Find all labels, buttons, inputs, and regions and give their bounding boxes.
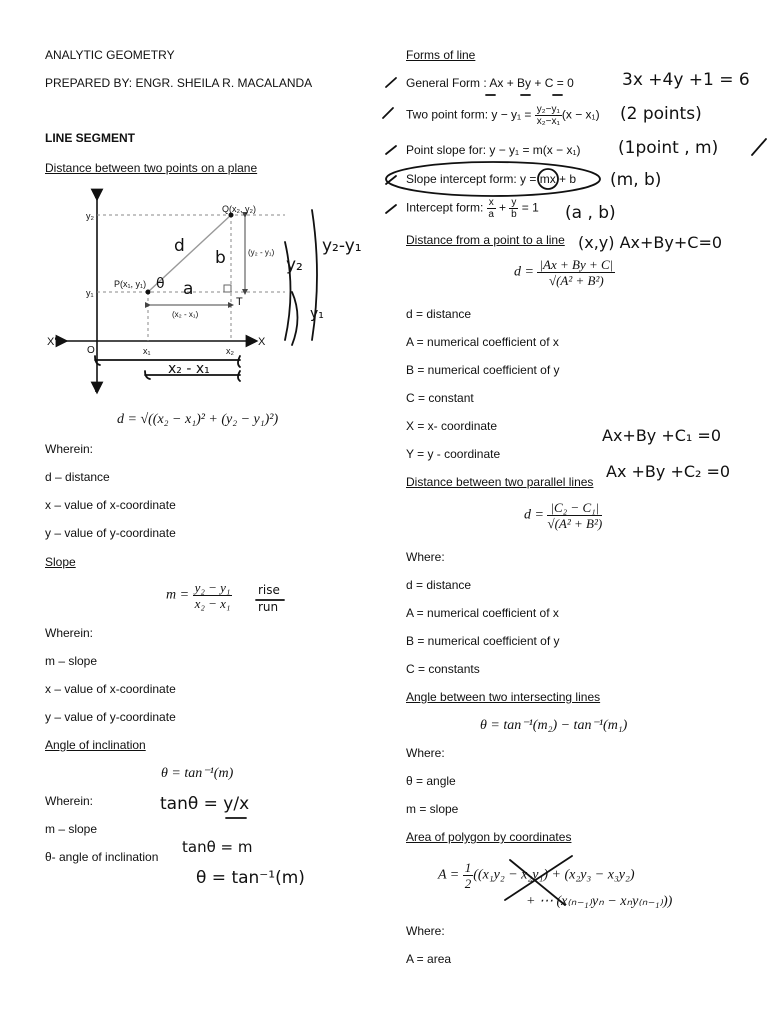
def-m: m – slope bbox=[45, 822, 98, 836]
hw-point-line: (x,y) Ax+By+C=0 bbox=[578, 233, 723, 252]
hw-a-b: (a , b) bbox=[565, 203, 616, 223]
document-title: ANALYTIC GEOMETRY bbox=[45, 48, 175, 62]
where-label: Where: bbox=[406, 550, 445, 564]
def-x: x – value of x-coordinate bbox=[45, 498, 176, 512]
area-heading: Area of polygon by coordinates bbox=[406, 830, 572, 844]
def-theta: θ- angle of inclination bbox=[45, 850, 159, 864]
slope-intercept-form: Slope intercept form: y = mx + b bbox=[406, 172, 577, 186]
slope-heading: Slope bbox=[45, 555, 76, 569]
area-formula-line2: + ⋯ (x₍ₙ₋₁₎yₙ − xₙy₍ₙ₋₁₎)) bbox=[526, 894, 673, 909]
point-slope-form: Point slope for: y − y₁ = m(x − x₁) bbox=[406, 143, 581, 157]
hw-x2-minus-x1: x₂ - x₁ bbox=[168, 361, 210, 377]
angle-formula: θ = tan⁻¹(m) bbox=[161, 766, 234, 781]
intercept-form: Intercept form: $\frac{x}{a}$ + $\frac{y}{b}$ = 1 bbox=[406, 197, 539, 220]
hw-y1: y₁ bbox=[310, 306, 324, 322]
def-m: m – slope bbox=[45, 654, 98, 668]
hw-m-b: (m, b) bbox=[610, 170, 662, 190]
angle-lines-heading: Angle between two intersecting lines bbox=[406, 690, 601, 704]
parallel-formula: d = $\frac{\text{|C₂ − C₁|}}{\text{√(A² + B²)}}$ bbox=[524, 500, 603, 531]
hw-a: a bbox=[183, 279, 194, 299]
def-d: d = distance bbox=[406, 578, 472, 592]
hw-tan-m: tanθ = m bbox=[182, 838, 253, 856]
y-axis-label: Y bbox=[92, 189, 100, 201]
y1-tick-label: y₁ bbox=[86, 288, 94, 298]
hw-y2-minus-y1: y₂-y₁ bbox=[322, 236, 362, 256]
hw-run: run bbox=[258, 600, 279, 614]
y-prime-label: Y' bbox=[92, 383, 102, 395]
hw-line2: Ax +By +C₂ =0 bbox=[606, 462, 731, 481]
section-heading: LINE SEGMENT bbox=[45, 131, 136, 145]
two-point-form: Two point form: y − y₁ = $\frac{\text{y₂−y₁}}{\text{x₂−x₁}}$ (x − x₁) bbox=[406, 104, 600, 127]
hw-b: b bbox=[215, 248, 226, 268]
where-label: Where: bbox=[406, 746, 445, 760]
def-m: m = slope bbox=[406, 802, 459, 816]
y2-tick-label: y₂ bbox=[86, 211, 94, 221]
hw-rise: rise bbox=[258, 583, 280, 597]
distance-line-heading: Distance from a point to a line bbox=[406, 233, 565, 247]
def-y: y – value of y-coordinate bbox=[45, 710, 176, 724]
dy-label: (y₂ - y₁) bbox=[248, 248, 275, 257]
forms-heading: Forms of line bbox=[406, 48, 476, 62]
x-axis-label: X bbox=[258, 336, 266, 348]
def-a: A = numerical coefficient of x bbox=[406, 335, 559, 349]
def-y: Y = y - coordinate bbox=[406, 447, 501, 461]
def-d: d – distance bbox=[45, 470, 110, 484]
hw-theta: θ bbox=[156, 276, 165, 292]
distance-heading: Distance between two points on a plane bbox=[45, 161, 258, 175]
x2-tick-label: x₂ bbox=[226, 346, 234, 356]
x1-tick-label: x₁ bbox=[143, 346, 151, 356]
dx-label: (x₂ - x₁) bbox=[172, 310, 199, 319]
point-p-label: P(x₁, y₁) bbox=[114, 279, 147, 289]
def-b: B = numerical coefficient of y bbox=[406, 363, 560, 377]
def-x: x – value of x-coordinate bbox=[45, 682, 176, 696]
angle-heading: Angle of inclination bbox=[45, 738, 146, 752]
wherein-label: Wherein: bbox=[45, 794, 94, 808]
angle-lines-formula: θ = tan⁻¹(m₂) − tan⁻¹(m₁) bbox=[480, 718, 628, 733]
def-c: C = constants bbox=[406, 662, 480, 676]
def-d: d = distance bbox=[406, 307, 472, 321]
def-y: y – value of y-coordinate bbox=[45, 526, 176, 540]
distance-formula: d = √((x₂ − x₁)² + (y₂ − y₁)²) bbox=[117, 412, 279, 427]
x-prime-label: X' bbox=[47, 336, 57, 348]
hw-line1: Ax+By +C₁ =0 bbox=[602, 426, 722, 445]
def-b: B = numerical coefficient of y bbox=[406, 634, 560, 648]
where-label: Where: bbox=[406, 924, 445, 938]
def-area: A = area bbox=[406, 952, 452, 966]
def-theta: θ = angle bbox=[406, 774, 456, 788]
prepared-by: PREPARED BY: ENGR. SHEILA R. MACALANDA bbox=[45, 76, 313, 90]
origin-label: O bbox=[87, 345, 95, 356]
point-q-label: Q(x₂, y₂) bbox=[222, 204, 256, 214]
def-c: C = constant bbox=[406, 391, 474, 405]
distance-line-formula: d = $\frac{|Ax + By + C|}{\text{√(A² + B²)}}$ bbox=[514, 257, 614, 288]
wherein-label: Wherein: bbox=[45, 626, 94, 640]
wherein-label: Wherein: bbox=[45, 442, 94, 456]
hw-theta-arctan: θ = tan⁻¹(m) bbox=[196, 868, 305, 888]
hw-two-points: (2 points) bbox=[620, 104, 702, 124]
hw-one-point-m: (1point , m) bbox=[618, 138, 719, 158]
area-formula-line1: A = $\frac{1}{2}$ ((x₁y₂ − x₂y₁) + (x₂y₃ − x₃y₂) bbox=[438, 860, 635, 891]
parallel-heading: Distance between two parallel lines bbox=[406, 475, 594, 489]
hw-d: d bbox=[174, 236, 185, 256]
hw-example-equation: 3x +4y +1 = 6 bbox=[622, 70, 750, 90]
def-x: X = x- coordinate bbox=[406, 419, 498, 433]
hw-tan-yx: tanθ = y/x bbox=[160, 794, 250, 814]
general-form: General Form : Ax + By + C = 0 bbox=[406, 76, 574, 90]
hw-y2: y₂ bbox=[286, 255, 303, 275]
def-a: A = numerical coefficient of x bbox=[406, 606, 559, 620]
slope-formula: m = $\frac{\text{y₂ − y₁}}{\text{x₂ − x₁}}$ bbox=[166, 580, 231, 611]
point-t-label: T bbox=[236, 296, 243, 308]
